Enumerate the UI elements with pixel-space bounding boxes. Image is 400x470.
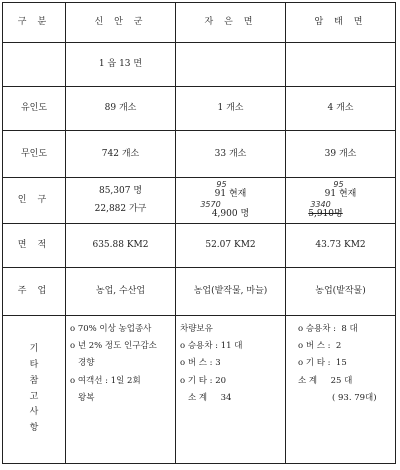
admin-sinan: 1 읍 13 면 [66,43,176,87]
population-sinan-households: 22,882 가구 [94,203,147,214]
uninhabited-label: 무인도 [3,131,66,178]
admin-label [3,43,66,87]
population-amtae-people: 5,910명 [308,208,343,219]
misc-amtae-line: 소 계 25 대 [298,375,353,386]
misc-jaeun-line: o 승용차 : 11 대 [180,341,243,352]
population-amtae-annotation-count: 3340 [310,199,331,209]
admin-row [3,43,396,87]
header-jaeun-myeon: 자 은 면 [176,3,286,43]
misc-jaeun-line: 소 계 34 [188,392,232,403]
population-jaeun-date: 91 현재 [214,189,247,200]
uninhabited-islands-row [3,131,396,178]
uninhabited-jaeun: 33 개소 [176,131,286,178]
misc-label [3,316,66,464]
population-jaeun-annotation-year: 95 [216,180,227,190]
misc-amtae [286,316,396,464]
population-jaeun-people: 4,900 명 [211,208,250,219]
population-label: 인 구 [3,178,66,224]
header-row [3,3,396,43]
misc-jaeun-line: o 기 타 : 20 [180,375,227,386]
misc-amtae-line: o 승용차 : 8 대 [298,324,358,334]
population-jaeun [176,178,286,224]
inhabited-islands-row [3,87,396,131]
area-label: 면 적 [3,224,66,268]
inhabited-jaeun: 1 개소 [176,87,286,131]
inhabited-sinan: 89 개소 [66,87,176,131]
misc-jaeun-line: o 버 스 : 3 [180,358,221,369]
misc-amtae-line: o 기 타 : 15 [298,358,347,369]
admin-amtae [286,43,396,87]
industry-sinan: 농업, 수산업 [66,268,176,316]
misc-label-char: 항 [29,423,39,433]
misc-jaeun [176,316,286,464]
uninhabited-sinan: 742 개소 [66,131,176,178]
misc-label-char: 고 [29,391,39,402]
misc-label-char: 사 [29,407,39,418]
industry-jaeun: 농업(밭작물, 마늘) [176,268,286,316]
misc-notes-row [3,316,396,464]
area-amtae: 43.73 KM2 [286,224,396,268]
inhabited-label: 유인도 [3,87,66,131]
population-jaeun-annotation-count: 3570 [200,199,221,209]
population-amtae-annotation-year: 95 [333,180,344,190]
area-row [3,224,396,268]
population-amtae [286,178,396,224]
industry-label: 주 업 [3,268,66,316]
area-sinan: 635.88 KM2 [66,224,176,268]
misc-sinan-line: o 여객선 : 1일 2회 [70,375,141,386]
inhabited-amtae: 4 개소 [286,87,396,131]
industry-row [3,268,396,316]
header-amtae-myeon: 암 태 면 [286,3,396,43]
misc-sinan-line: 경향 [78,358,95,369]
misc-sinan [66,316,176,464]
misc-sinan-line: 왕복 [78,392,95,403]
population-sinan-people: 85,307 명 [98,186,143,197]
population-sinan [66,178,176,224]
misc-label-char: 참 [29,375,39,386]
misc-label-char: 타 [29,360,39,370]
admin-jaeun [176,43,286,87]
misc-amtae-line: ( 93. 79대) [332,392,377,403]
comparison-table [2,2,396,464]
misc-label-char: 기 [29,344,39,355]
industry-amtae: 농업(밭작물) [286,268,396,316]
misc-sinan-line: o 70% 이상 농업종사 [70,324,152,334]
header-sinan-county: 신 안 군 [66,3,176,43]
uninhabited-amtae: 39 개소 [286,131,396,178]
misc-jaeun-line: 차량보유 [180,324,213,334]
population-row [3,178,396,224]
area-jaeun: 52.07 KM2 [176,224,286,268]
misc-amtae-line: o 버 스 : 2 [298,341,342,352]
misc-sinan-line: o 년 2% 정도 인구감소 [70,341,157,352]
population-amtae-date: 91 현재 [324,189,357,200]
header-label: 구 분 [3,3,66,43]
